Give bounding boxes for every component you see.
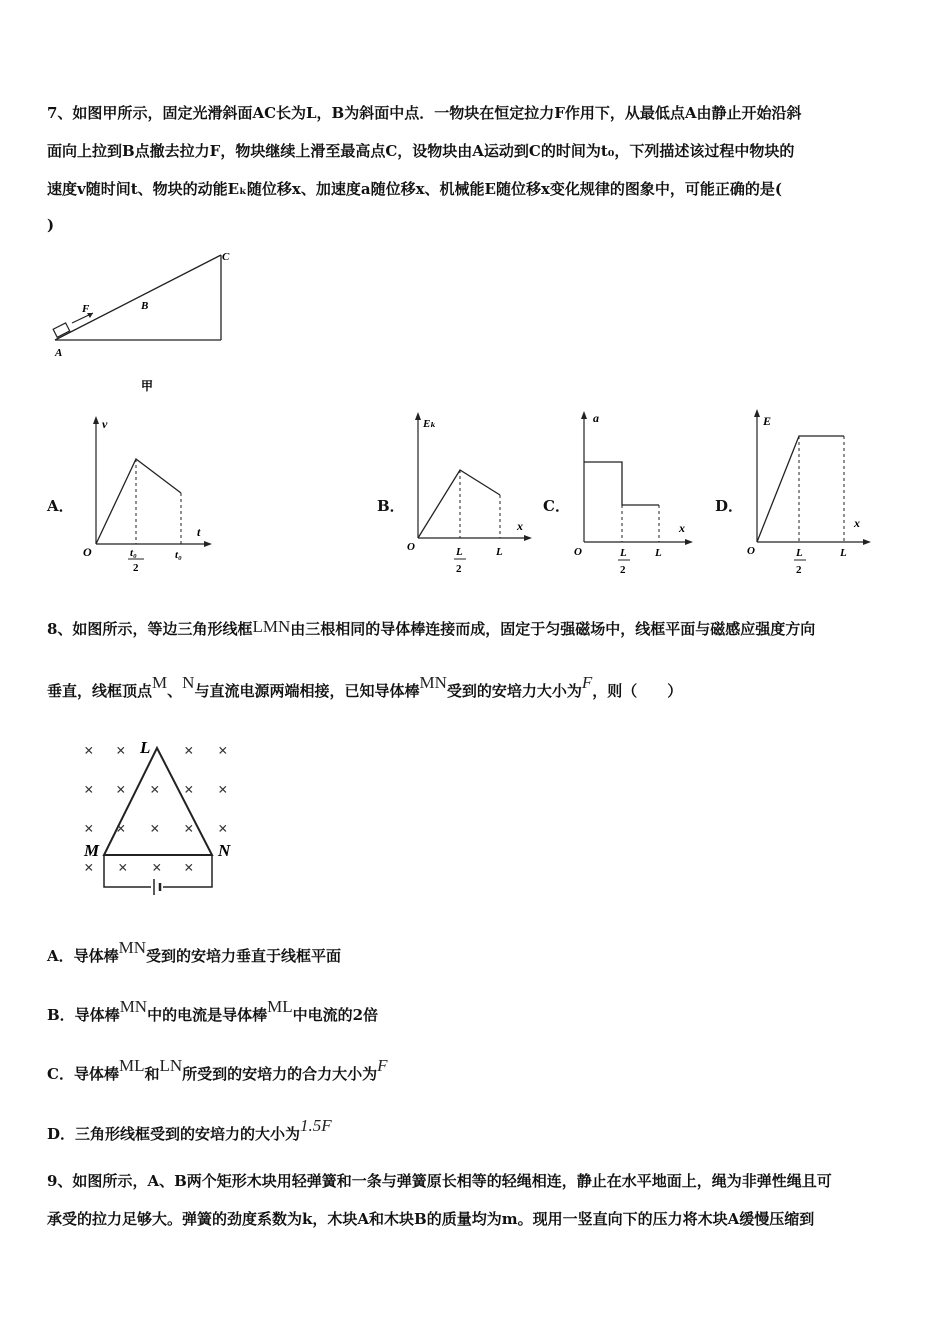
label-b: B (141, 300, 149, 312)
label-f: F (82, 303, 90, 315)
label-a: A (55, 347, 63, 359)
q7-option-a-graph (78, 408, 218, 578)
q9-line-1: 9、如图所示，A、B两个矩形木块用轻弹簧和一条与弹簧原长相等的轻绳相连，静止在水平地面上，绳为非弹性绳且可 (47, 1172, 832, 1190)
q7-option-b-graph (404, 408, 539, 578)
cross: × (84, 780, 94, 799)
cross: × (84, 741, 94, 760)
triangle-frame (104, 748, 212, 855)
cross: × (116, 741, 126, 760)
cross: × (84, 858, 94, 877)
cross: × (184, 858, 194, 877)
cross: × (184, 741, 194, 760)
cross: × (150, 780, 160, 799)
origin: O (747, 545, 755, 557)
q7-option-c-label[interactable]: C． (543, 497, 570, 515)
tick-half-den: 2 (620, 564, 626, 576)
cross: × (116, 780, 126, 799)
cross: × (118, 858, 128, 877)
q7-option-d-graph (743, 405, 878, 580)
axis-x: x (517, 519, 523, 533)
tick-half-num: L (620, 547, 627, 559)
block (53, 323, 70, 337)
q8-option-a[interactable]: A．导体棒MN受到的安培力垂直于线框平面 (47, 938, 342, 965)
q8-line-1: 8、如图所示，等边三角形线框LMN由三根相同的导体棒连接而成，固定于匀强磁场中，线框平面与磁感应强度方向 (47, 617, 816, 638)
cross: × (218, 780, 228, 799)
q7-line-4: ) (47, 216, 55, 234)
tick-half-num: L (796, 547, 803, 559)
ek-curve (418, 470, 500, 538)
origin: O (83, 545, 92, 559)
incline-figure (45, 245, 245, 395)
q9-line-2: 承受的拉力足够大。弹簧的劲度系数为k，木块A和木块B的质量均为m。现用一竖直向下的压力将木块A缓慢压缩到 (47, 1210, 815, 1228)
incline-surface (55, 255, 221, 340)
cross: × (152, 858, 162, 877)
tick-full: L (496, 546, 503, 558)
tick-half-den: 2 (456, 563, 462, 575)
label-l: L (140, 738, 151, 757)
q7-option-d-label[interactable]: D． (715, 497, 744, 515)
q7-option-b-label[interactable]: B． (377, 497, 405, 515)
tick-full: L (840, 547, 847, 559)
axis-x: t (197, 525, 201, 539)
q7-option-a-label[interactable]: A． (47, 497, 74, 515)
v-curve (96, 459, 181, 544)
q7-option-c-graph (570, 405, 700, 580)
label-c: C (222, 251, 230, 263)
q8-option-d[interactable]: D．三角形线框受到的安培力的大小为1.5F (47, 1116, 332, 1143)
tick-full: t₀ (175, 549, 182, 561)
q8-option-c[interactable]: C．导体棒ML和LN所受到的安培力的合力大小为F (47, 1056, 388, 1083)
cross: × (218, 741, 228, 760)
field-crosses (84, 741, 228, 877)
label-m: M (84, 841, 100, 860)
e-curve (757, 436, 844, 542)
cross: × (84, 819, 94, 838)
q7-line-3: 速度v随时间t、物块的动能Eₖ随位移x、加速度a随位移x、机械能E随位移x变化规律的图象中，可能正确的是( (47, 180, 783, 198)
tick-half-den: 2 (796, 564, 802, 576)
cross: × (218, 819, 228, 838)
axis-y: Eₖ (423, 418, 437, 430)
axis-y: v (102, 417, 108, 431)
cross: × (150, 819, 160, 838)
tick-half-num: t₀ (130, 547, 137, 559)
label-n: N (218, 841, 231, 860)
q8-option-b[interactable]: B．导体棒MN中的电流是导体棒ML中电流的2倍 (47, 997, 379, 1024)
triangle-field-figure (78, 732, 248, 902)
origin: O (407, 541, 415, 553)
q8-line-2: 垂直，线框顶点M、N与直流电源两端相接，已知导体棒MN受到的安培力大小为F，则（ ） (47, 673, 683, 700)
tick-full: L (655, 547, 662, 559)
q7-line-2: 面向上拉到B点撤去拉力F，物块继续上滑至最高点C，设物块由A运动到C的时间为t₀，下列描述该过程中物块的 (47, 142, 795, 160)
axis-y: a (593, 411, 599, 425)
tick-half-den: 2 (133, 562, 139, 574)
axis-x: x (854, 516, 860, 530)
a-curve (584, 462, 659, 505)
tick-half-num: L (456, 546, 463, 558)
cross: × (184, 819, 194, 838)
figure-caption: 甲 (141, 379, 154, 393)
cross: × (184, 780, 194, 799)
q7-line-1: 7、如图甲所示，固定光滑斜面AC长为L，B为斜面中点．一物块在恒定拉力F作用下，从最低点A由静止开始沿斜 (47, 104, 802, 122)
axis-x: x (679, 521, 685, 535)
cross: × (116, 819, 126, 838)
origin: O (574, 546, 582, 558)
axis-y: E (763, 414, 772, 428)
